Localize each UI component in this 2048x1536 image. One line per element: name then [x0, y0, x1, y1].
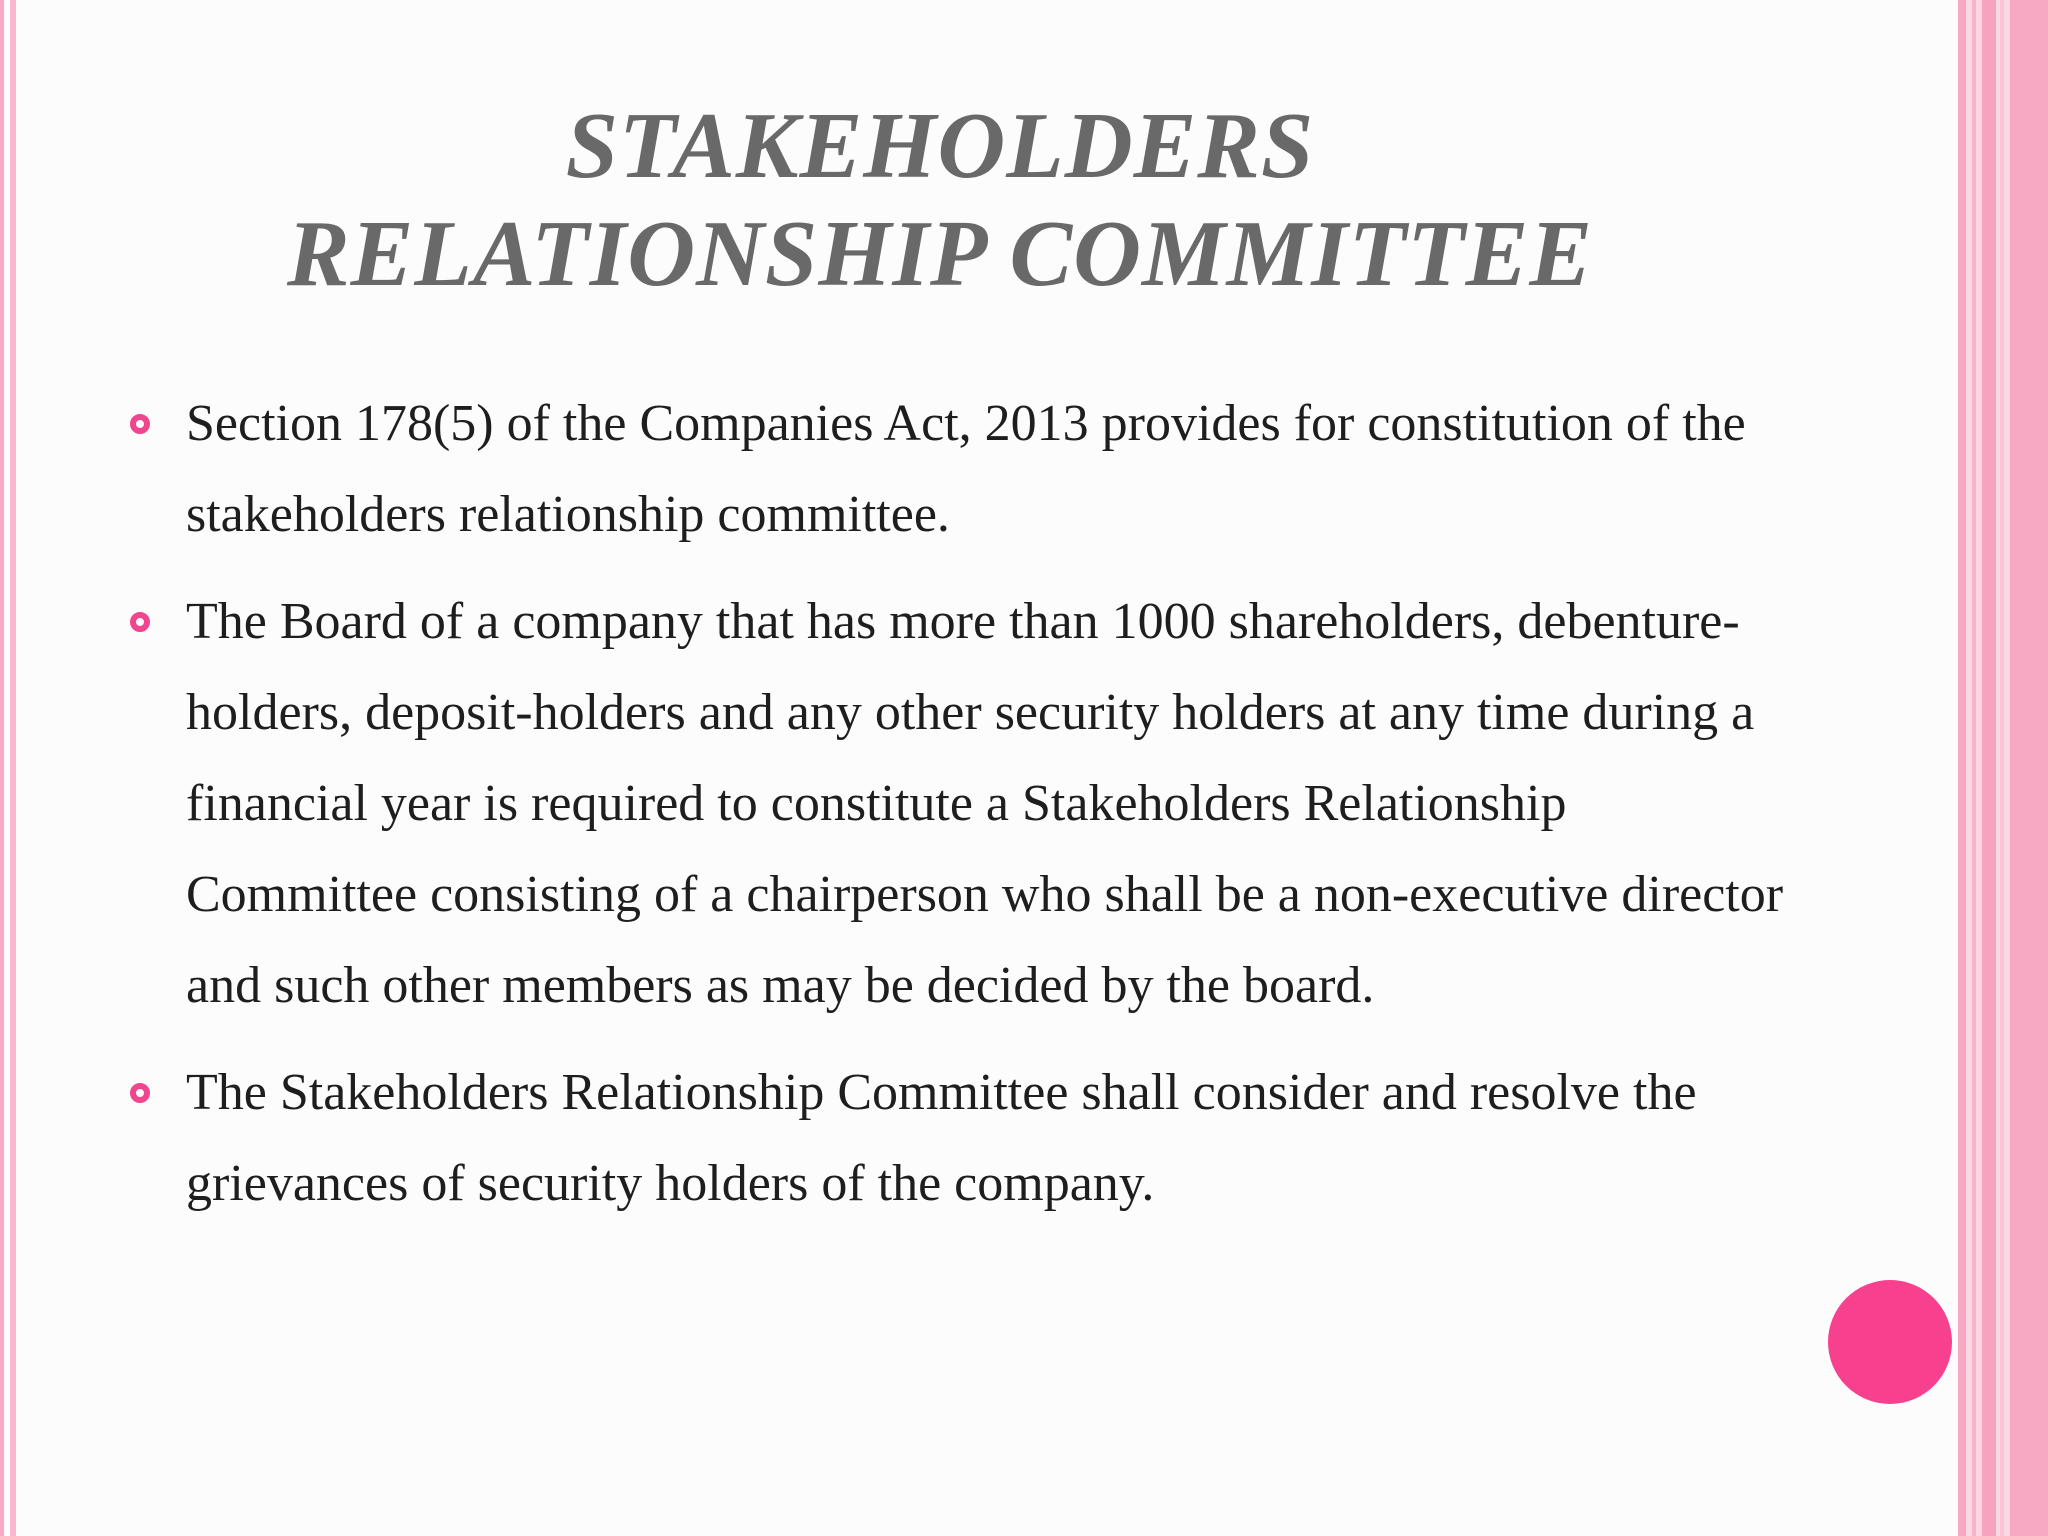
- right-stripe: [2010, 0, 2048, 1536]
- right-stripe: [1982, 0, 1996, 1536]
- pink-dot-decoration: [1828, 1280, 1952, 1404]
- bullet-text: Section 178(5) of the Companies Act, 2013 provides for constitution of the stakeholders relationship committee.: [186, 395, 1746, 543]
- left-border-line-inner: [10, 0, 16, 1536]
- bullet-item: [130, 378, 1790, 560]
- bullet-text: The Stakeholders Relationship Committee shall consider and resolve the grievances of security holders of the company.: [186, 1064, 1697, 1212]
- hollow-circle-bullet-icon: [130, 612, 150, 632]
- hollow-circle-bullet-icon: [130, 414, 150, 434]
- left-border-line: [0, 0, 4, 1536]
- bullet-item: [130, 576, 1790, 1031]
- bullet-text: The Board of a company that has more than 1000 shareholders, debenture-holders, deposit-holders and any other security holders at any time during a financial year is required to constitute a Stakeholders Relationship Committee consisting of a chairperson who shall be a non-executive director and such other members as may be decided by the board.: [186, 593, 1784, 1014]
- title-line-2: RELATIONSHIP COMMITTEE: [286, 202, 1594, 306]
- hollow-circle-bullet-icon: [130, 1083, 150, 1103]
- title-line-1: STAKEHOLDERS: [565, 94, 1315, 198]
- right-stripe: [2000, 0, 2004, 1536]
- bullet-list: [130, 378, 1790, 1245]
- right-stripe: [1958, 0, 1966, 1536]
- bullet-item: [130, 1047, 1790, 1229]
- right-stripe: [1972, 0, 1976, 1536]
- slide-title: [140, 92, 1740, 308]
